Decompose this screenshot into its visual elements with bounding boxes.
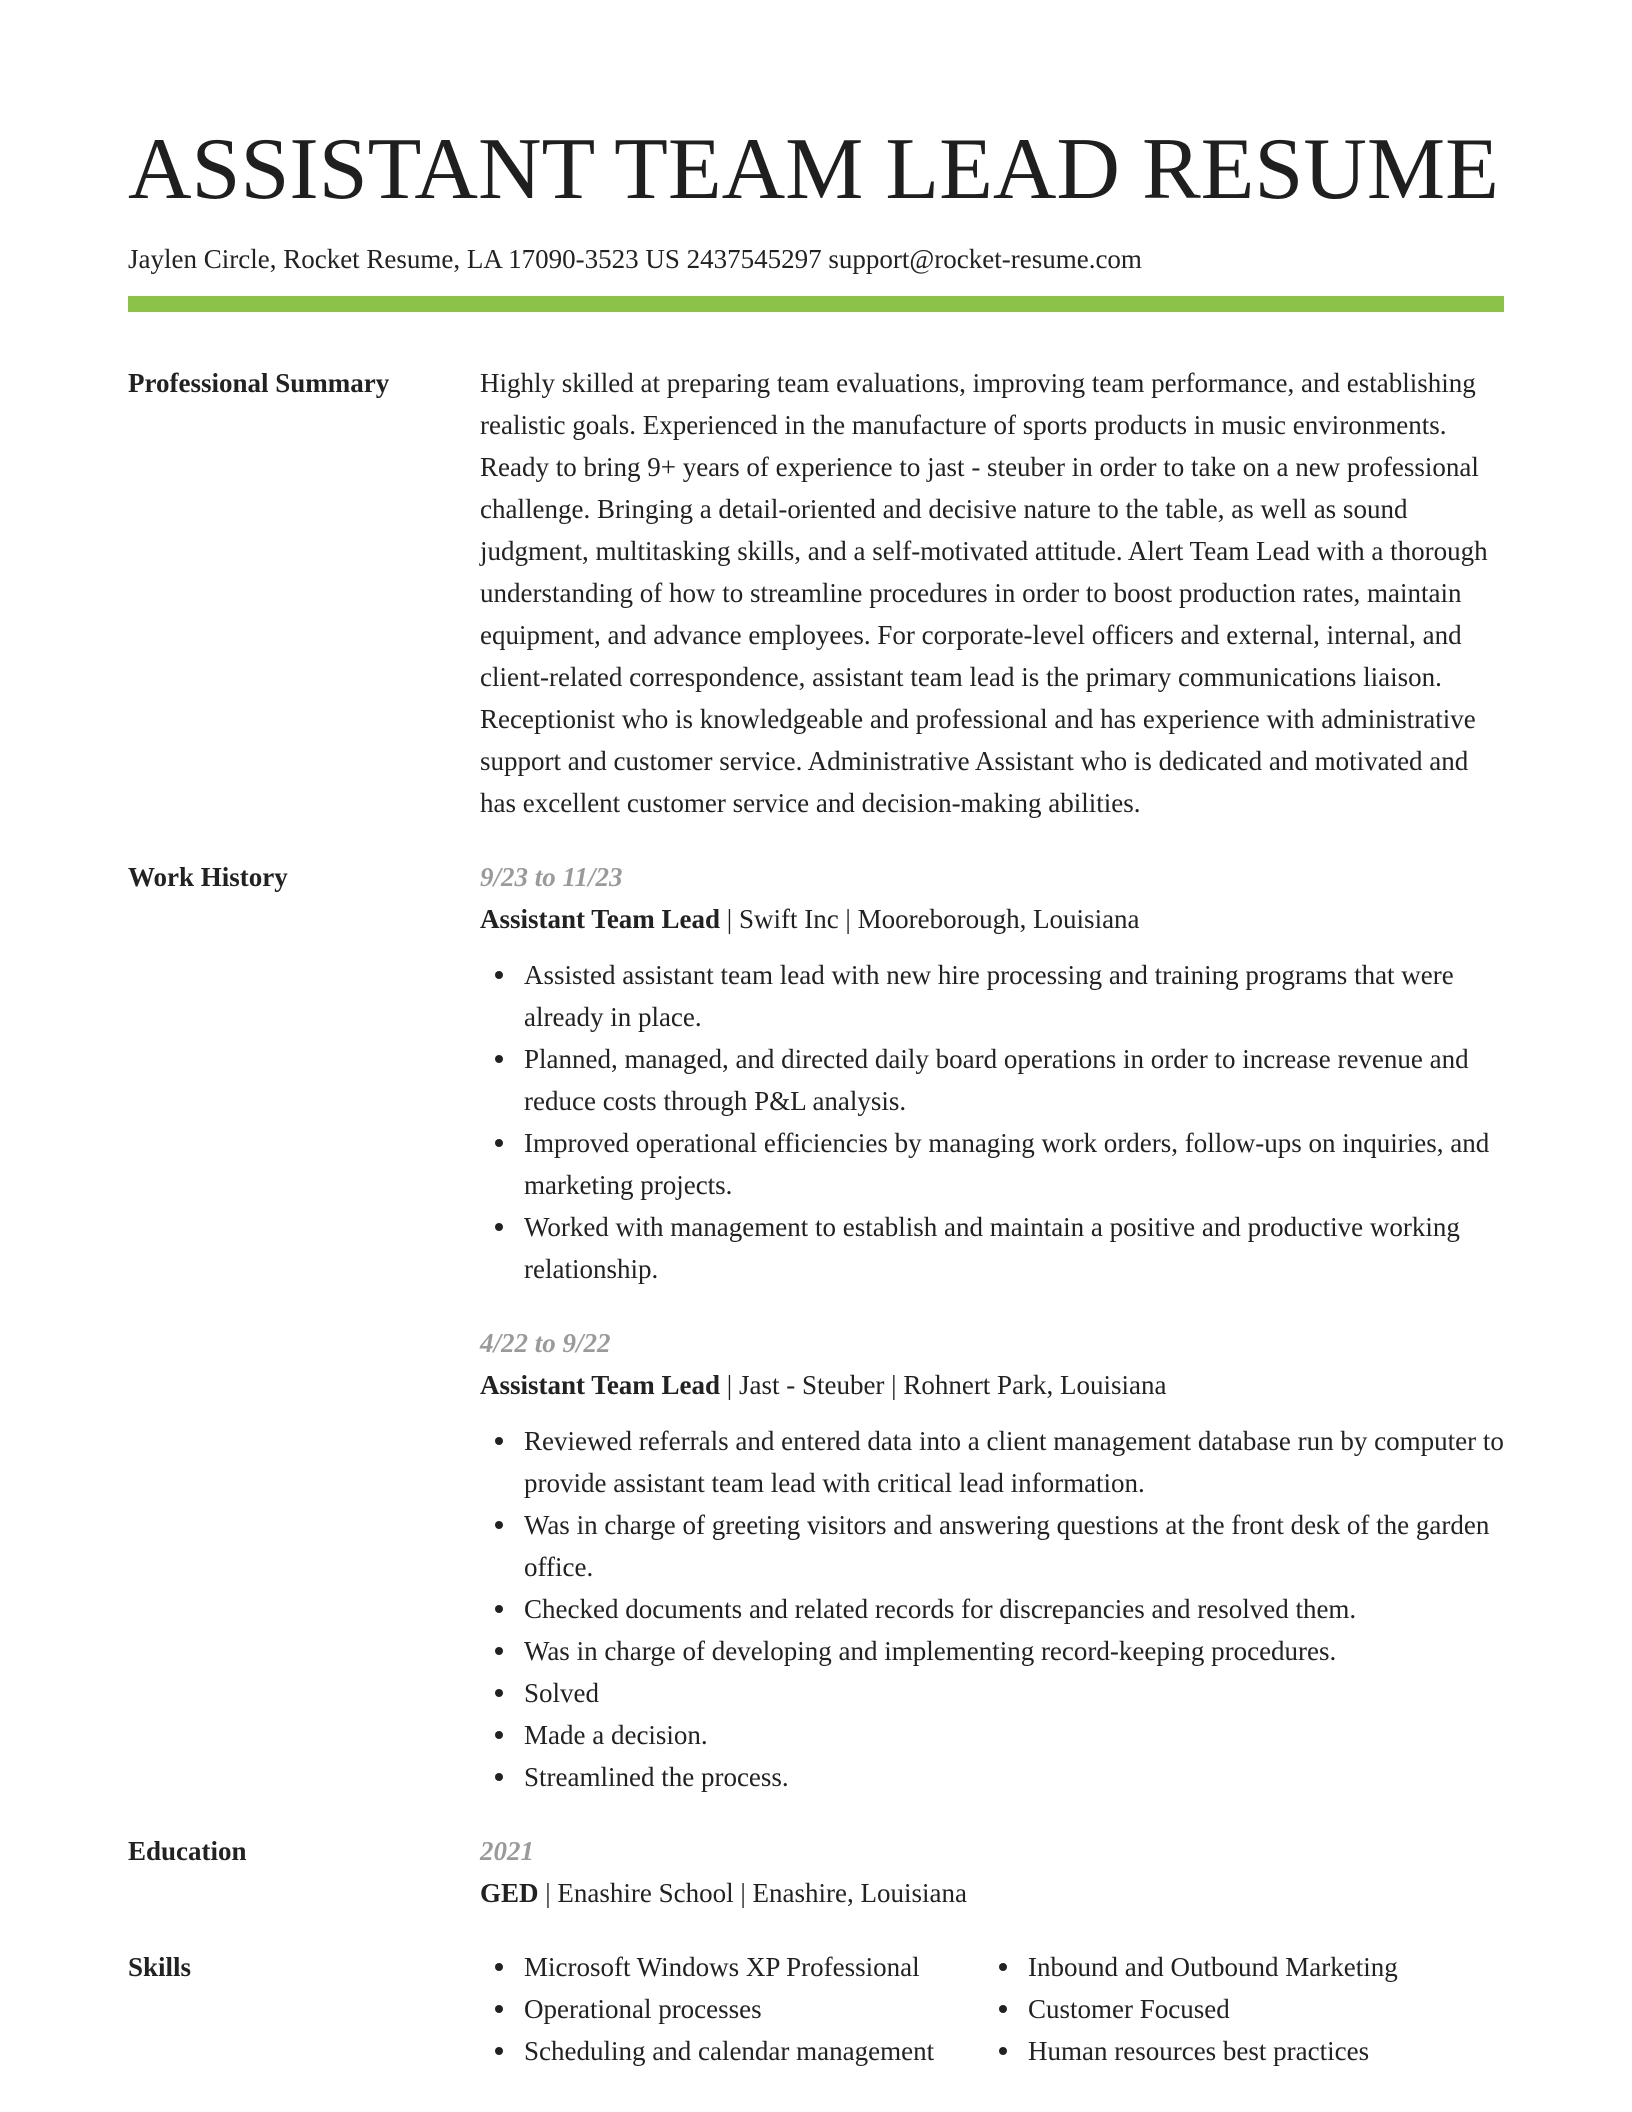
list-item: Worked with management to establish and maintain a positive and productive working relationship. [480,1206,1504,1290]
job-details: | Jast - Steuber | Rohnert Park, Louisiana [720,1370,1167,1400]
list-item: Inbound and Outbound Marketing [984,1946,1488,1988]
list-item: Operational processes [480,1988,984,2030]
education-body [480,1830,1504,1914]
job-dates: 9/23 to 11/23 [480,862,623,892]
list-item: Was in charge of developing and implementing record-keeping procedures. [480,1630,1504,1672]
job-title-line [480,898,1504,940]
education-section [128,1830,1504,1914]
work-history-heading: Work History [128,862,288,892]
contact-line: Jaylen Circle, Rocket Resume, LA 17090-3523 US 2437545297 support@rocket-resume.com [128,244,1142,274]
job-dates: 4/22 to 9/22 [480,1328,611,1358]
work-history-body [480,856,1504,1798]
job-details: | Swift Inc | Mooreborough, Louisiana [720,904,1140,934]
list-item: Checked documents and related records for discrepancies and resolved them. [480,1588,1504,1630]
job-bullets [480,1420,1504,1798]
list-item: Was in charge of greeting visitors and answering questions at the front desk of the garden office. [480,1504,1504,1588]
list-item: Assisted assistant team lead with new hire processing and training programs that were already in place. [480,954,1504,1038]
skills-body [480,1946,1504,2072]
education-line [480,1872,1504,1914]
education-heading: Education [128,1836,247,1866]
education-date: 2021 [480,1836,534,1866]
skills-list [480,1946,984,2072]
skills-heading: Skills [128,1952,192,1982]
education-degree: GED [480,1878,539,1908]
list-item: Reviewed referrals and entered data into a client management database run by computer to provide assistant team lead with critical lead information. [480,1420,1504,1504]
education-details: | Enashire School | Enashire, Louisiana [538,1878,967,1908]
list-item: Scheduling and calendar management [480,2030,984,2072]
job-bullets [480,954,1504,1290]
list-item: Made a decision. [480,1714,1504,1756]
list-item: Solved [480,1672,1504,1714]
resume-page [128,120,1504,2072]
job-entry [480,856,1504,1290]
list-item: Microsoft Windows XP Professional [480,1946,984,1988]
job-entry [480,1322,1504,1798]
list-item: Streamlined the process. [480,1756,1504,1798]
summary-heading: Professional Summary [128,368,390,398]
resume-title: ASSISTANT TEAM LEAD RESUME [128,121,1499,218]
job-title: Assistant Team Lead [480,904,721,934]
summary-text: Highly skilled at preparing team evaluations, improving team performance, and establishing realistic goals. Experienced in the manufacture of sports products in music environments. Ready to bring 9+ years of experience to jast - steuber in order to take on a new professional challenge. Bringing a detail-oriented and decisive nature to the table, as well as sound judgment, multitasking skills, and a self-motivated attitude. Alert Team Lead with a thorough understanding of how to streamline procedures in order to boost production rates, maintain equipment, and advance employees. For corporate-level officers and external, internal, and client-related correspondence, assistant team lead is the primary communications liaison. Receptionist who is knowledgeable and professional and has experience with administrative support and customer service. Administrative Assistant who is dedicated and motivated and has excellent customer service and decision-making abilities. [480,368,1488,818]
skills-section [128,1946,1504,2072]
list-item: Planned, managed, and directed daily board operations in order to increase revenue and reduce costs through P&L analysis. [480,1038,1504,1122]
work-history-section [128,856,1504,1798]
list-item: Improved operational efficiencies by managing work orders, follow-ups on inquiries, and marketing projects. [480,1122,1504,1206]
job-title: Assistant Team Lead [480,1370,721,1400]
accent-divider [128,296,1504,312]
job-title-line [480,1364,1504,1406]
list-item: Customer Focused [984,1988,1488,2030]
list-item: Human resources best practices [984,2030,1488,2072]
skills-list [984,1946,1488,2072]
skills-column-right [984,1946,1488,2072]
summary-section [128,362,1504,824]
skills-column-left [480,1946,984,2072]
